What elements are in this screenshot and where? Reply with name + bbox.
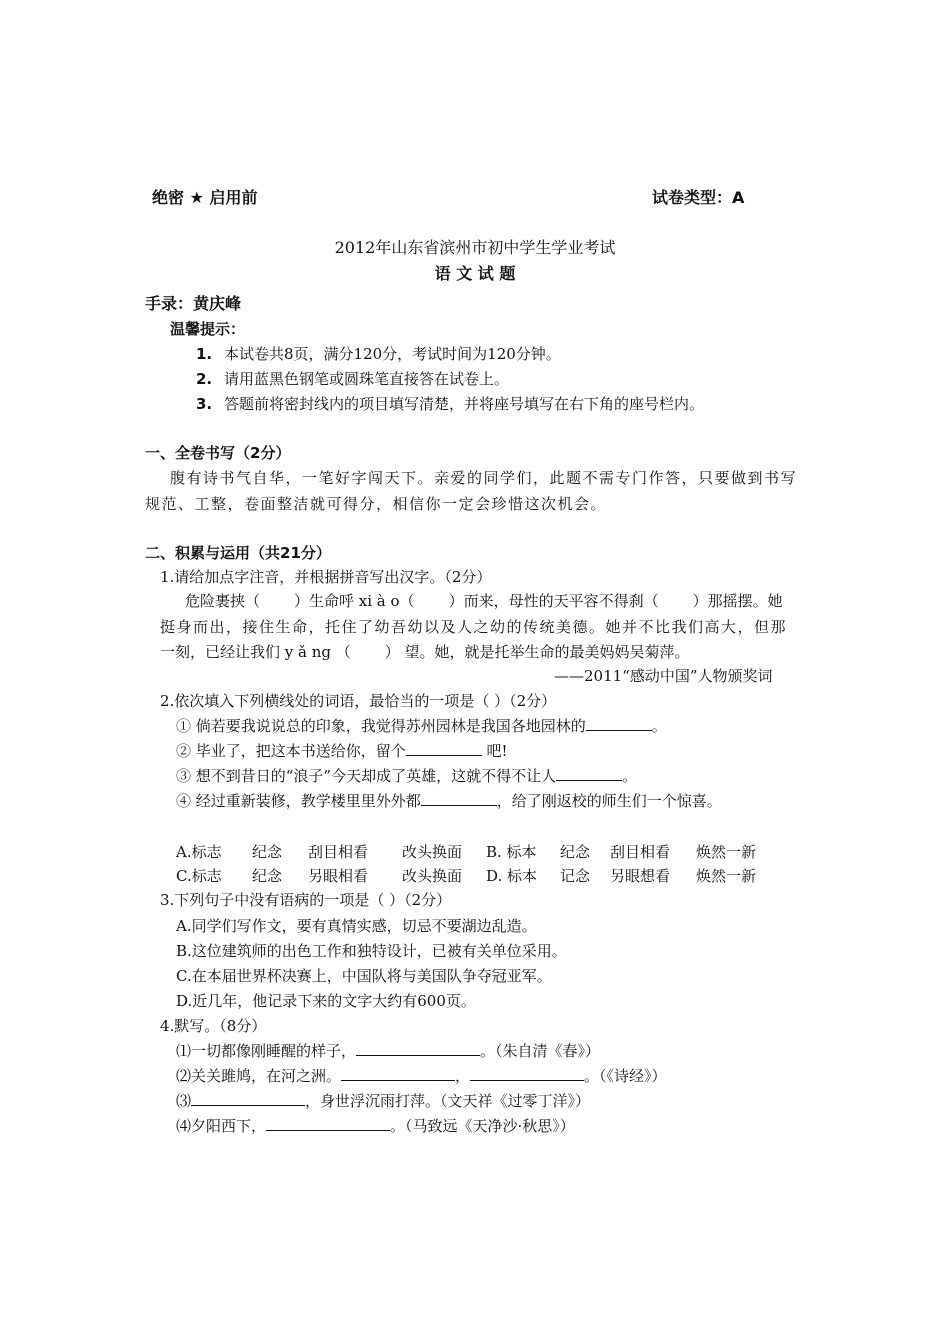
q2-option: 刮目相看 (610, 843, 671, 861)
q2-option: 刮目相看 (308, 843, 369, 861)
answer-blank[interactable] (586, 716, 652, 731)
tip-number: 2. (196, 370, 213, 388)
section1-text-line: 腹有诗书气自华，一笔好字闯天下。亲爱的同学们，此题不需专门作答，只要做到书写 (170, 469, 798, 487)
q2-option: 记念 (560, 867, 591, 885)
q4-item (176, 1066, 667, 1086)
tip-item (196, 394, 704, 414)
q4-text: ⑵关关雎鸠，在河之洲。 (176, 1067, 342, 1085)
q3-option: D.近几年，他记录下来的文字大约有600页。 (176, 992, 476, 1010)
q2-option: 纪念 (560, 843, 591, 861)
answer-blank[interactable] (341, 1066, 455, 1081)
q2-option: 焕然一新 (696, 843, 757, 861)
q2-text: 。 (622, 767, 638, 785)
q4-stem: 4.默写。（8分） (160, 1017, 267, 1035)
q3-option: A.同学们写作文，要有真情实感，切忌不要湖边乱造。 (176, 917, 537, 935)
q4-text: ⑶ (176, 1092, 192, 1110)
q4-text: 。（马致远《天净沙·秋思》） (390, 1117, 575, 1135)
q4-text: ，身世浮沉雨打萍。（文天祥《过零丁洋》） (305, 1092, 591, 1110)
q3-stem: 3.下列句子中没有语病的一项是（ ）（2分） (160, 891, 452, 909)
q1-text: ）那摇摆。她 (692, 592, 783, 610)
q4-text: ⑷夕阳西下， (176, 1117, 267, 1135)
q2-sentence (176, 791, 722, 811)
tip-text: 本试卷共8页，满分120分，考试时间为120分钟。 (224, 345, 561, 363)
q2-text: 。 (651, 717, 667, 735)
q2-options-row (176, 842, 756, 862)
answer-blank[interactable] (421, 791, 497, 806)
q1-text: 危险裹挟（ (185, 592, 261, 610)
q4-item (176, 1041, 600, 1061)
answer-blank[interactable] (470, 1066, 584, 1081)
q2-option: 改头换面 (402, 867, 463, 885)
section1-heading: 一、全卷书写（2分） (145, 444, 291, 462)
confidential-label: 绝密 ★ 启用前 (152, 188, 258, 207)
answer-blank[interactable] (191, 1091, 305, 1106)
q2-sentence (176, 741, 508, 761)
q4-item (176, 1091, 590, 1111)
q2-text: ③ 想不到昔日的“浪子”今天却成了英雄，这就不得不让人 (176, 767, 557, 785)
q1-passage-line: 挺身而出，接住生命，托住了幼吾幼以及人之幼的传统美德。她并不比我们高大，但那 (160, 618, 788, 636)
q2-option: C.标志 (176, 867, 222, 885)
q2-option: 另眼相看 (308, 867, 369, 885)
answer-blank[interactable] (406, 741, 482, 756)
q4-item (176, 1116, 575, 1136)
answer-blank[interactable] (356, 1041, 480, 1056)
q1-source: ——2011“感动中国”人物颁奖词 (554, 667, 773, 685)
tip-text: 请用蓝黑色钢笔或圆珠笔直接答在试卷上。 (224, 370, 510, 388)
q1-text: ） 望。她，就是托举生命的最美妈妈吴菊萍。 (384, 643, 690, 661)
q2-options-row (176, 866, 756, 886)
q2-option: 改头换面 (402, 843, 463, 861)
q2-text: ④ 经过重新装修，教学楼里里外外都 (176, 792, 421, 810)
tip-item (196, 369, 509, 389)
q4-text: 。（《诗经》） (584, 1067, 667, 1085)
q3-option: C.在本届世界杯决赛上，中国队将与美国队争夺冠亚军。 (176, 967, 552, 985)
q1-stem: 1.请给加点字注音，并根据拼音写出汉字。（2分） (160, 568, 492, 586)
q2-text: ② 毕业了，把这本书送给你，留个 (176, 742, 406, 760)
q2-option: 焕然一新 (696, 867, 757, 885)
section1-text-line: 规范、工整，卷面整洁就可得分，相信你一定会珍惜这次机会。 (145, 495, 608, 513)
tip-number: 1. (196, 345, 213, 363)
tip-number: 3. (196, 395, 213, 413)
q2-text: ① 倘若要我说说总的印象，我觉得苏州园林是我国各地园林的 (176, 717, 586, 735)
q2-option: A.标志 (176, 843, 222, 861)
q2-option: 纪念 (252, 843, 283, 861)
q1-text: 一刻，已经让我们 y ǎ ng （ (160, 643, 351, 661)
answer-blank[interactable] (556, 766, 622, 781)
section2-heading: 二、积累与运用（共21分） (145, 544, 331, 562)
tips-heading: 温馨提示： (170, 320, 246, 338)
q2-option: B. 标本 (486, 843, 537, 861)
q2-sentence (176, 766, 637, 786)
q1-passage-line (160, 642, 690, 662)
q2-text: ，给了刚返校的师生们一个惊喜。 (496, 792, 722, 810)
q4-text: 。（朱自清《春》） (480, 1042, 601, 1060)
q1-text: ）生命呼 xi à o（ (294, 592, 415, 610)
q3-option: B.这位建筑师的出色工作和独特设计，已被有关单位采用。 (176, 942, 567, 960)
q2-sentence (176, 716, 667, 736)
q2-text: 吧! (481, 742, 508, 760)
q4-text: ， (455, 1067, 471, 1085)
q2-stem: 2.依次填入下列横线处的词语，最恰当的一项是（ ）（2分） (160, 692, 557, 710)
exam-title: 2012年山东省滨州市初中学生学业考试 (334, 238, 616, 257)
q2-option: 另眼想看 (610, 867, 671, 885)
q4-text: ⑴一切都像刚睡醒的样子， (176, 1042, 357, 1060)
subject-title: 语 文 试 题 (434, 264, 516, 283)
q2-option: 纪念 (252, 867, 283, 885)
paper-type-label: 试卷类型：A (652, 188, 745, 207)
tip-item (196, 344, 561, 364)
q1-passage-line (185, 591, 783, 611)
answer-blank[interactable] (266, 1116, 390, 1131)
transcriber: 手录：黄庆峰 (145, 294, 242, 313)
tip-text: 答题前将密封线内的项目填写清楚，并将座号填写在右下角的座号栏内。 (224, 395, 705, 413)
q1-text: ）而来，母性的天平容不得刹（ (448, 592, 659, 610)
q2-option: D. 标本 (486, 867, 538, 885)
